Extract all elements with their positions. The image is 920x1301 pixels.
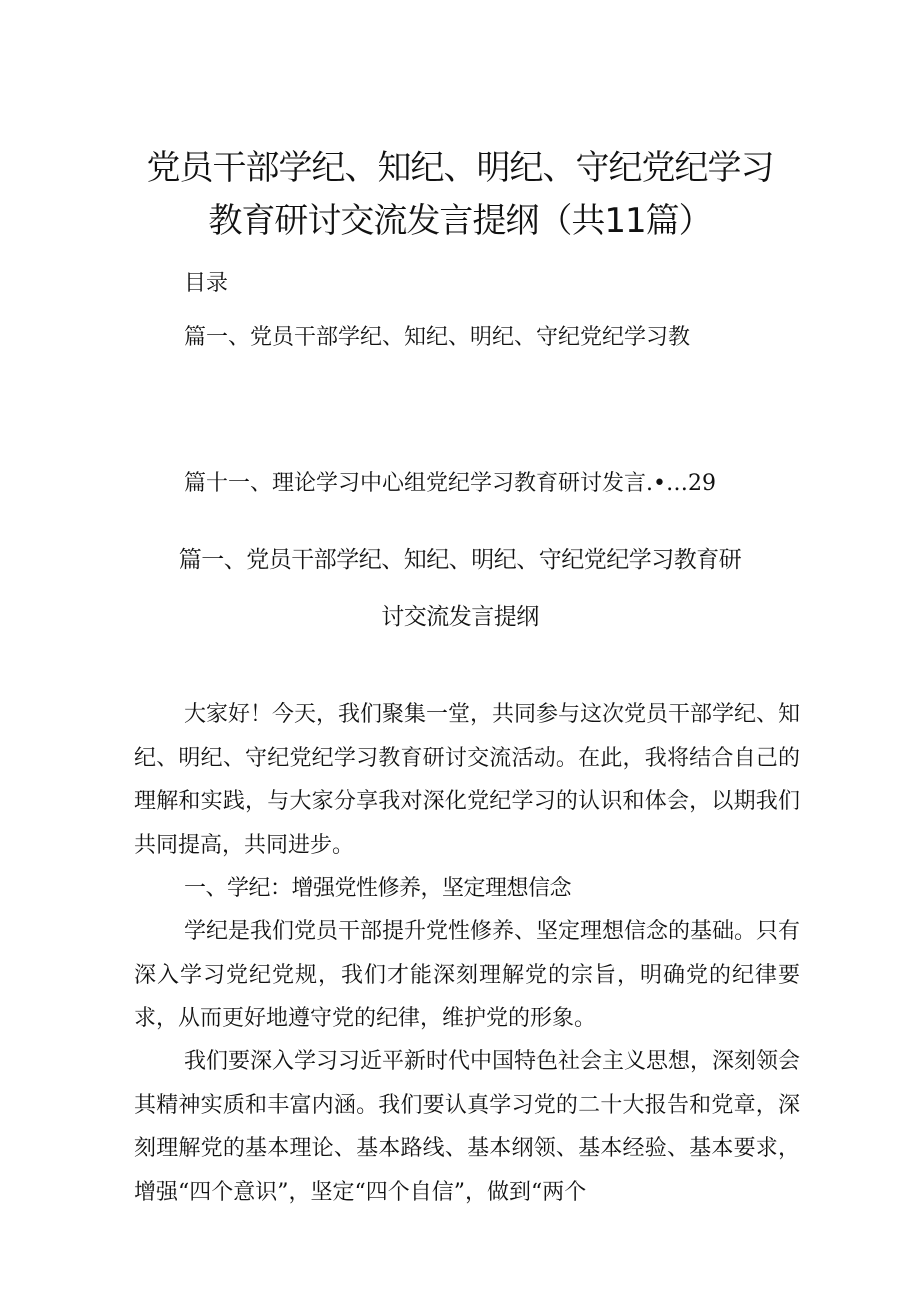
section-heading-line-2: 讨交流发言提纲 xyxy=(381,604,539,630)
document-title-line-1: 党员干部学纪、知纪、明纪、守纪党纪学习 xyxy=(146,148,774,188)
toc-item-11[interactable]: 篇十一、理论学习中心组党纪学习教育研讨发言.•…29 xyxy=(184,471,716,496)
toc-label: 目录 xyxy=(184,271,229,296)
body-paragraph-2: 学纪是我们党员干部提升党性修养、坚定理想信念的基础。只有深入学习党纪党规，我们才能深刻理解党的宗旨，明确党的纪律要求，从而更好地遵守党的纪律，维护党的形象。 xyxy=(134,919,801,1031)
body-paragraph-3: 我们要深入学习习近平新时代中国特色社会主义思想，深刻领会其精神实质和丰富内涵。我们要认真学习党的二十大报告和党章，深刻理解党的基本理论、基本路线、基本纲领、基本经验、基本要求，增强“四个意识”，坚定“四个自信”，做到“两个 xyxy=(134,1049,801,1205)
toc-item-1[interactable]: 篇一、党员干部学纪、知纪、明纪、守纪党纪学习教 xyxy=(184,325,691,350)
subheading-1: 一、学纪：增强党性修养，坚定理想信念 xyxy=(184,876,572,901)
body-paragraph-1: 大家好！今天，我们聚集一堂，共同参与这次党员干部学纪、知纪、明纪、守纪党纪学习教育研讨交流活动。在此，我将结合自己的理解和实践，与大家分享我对深化党纪学习的认识和体会，以期我们共同提高，共同进步。 xyxy=(134,702,801,858)
document-title-line-2: 教育研讨交流发言提纲（共11篇） xyxy=(208,201,712,241)
section-heading-line-1: 篇一、党员干部学纪、知纪、明纪、守纪党纪学习教育研 xyxy=(178,547,742,573)
